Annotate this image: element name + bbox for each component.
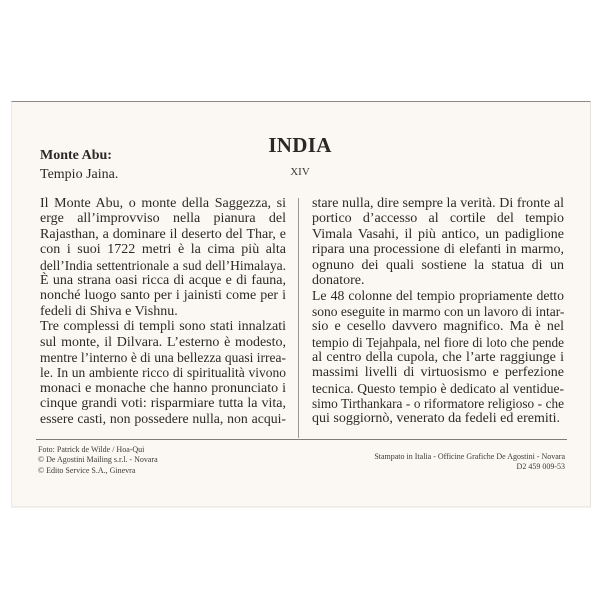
text-line: Il Monte Abu, o monte della Saggezza, si bbox=[40, 196, 286, 211]
photo-credits bbox=[38, 445, 158, 476]
footer-divider bbox=[36, 439, 567, 440]
printer-line: Stampato in Italia - Officine Grafiche De Agostini - Novara bbox=[374, 452, 565, 461]
text-line: sono eseguite in marmo con un lavoro di intar- bbox=[312, 303, 565, 319]
text-line: qui soggiornò, venerato da fedeli ed eremiti. bbox=[312, 411, 561, 427]
credit-line: Foto: Patrick de Wilde / Hoa-Qui bbox=[38, 445, 145, 454]
text-line: mentre l’interno è di una bellezza quasi irrea- bbox=[40, 349, 286, 365]
catalog-code: D2 459 009-53 bbox=[516, 462, 565, 472]
card-title: INDIA bbox=[268, 133, 332, 157]
text-line: con i suoi 1722 metri è la cima più alta bbox=[40, 242, 286, 258]
credit-line: © De Agostini Mailing s.r.l. - Novara bbox=[38, 455, 158, 465]
text-line: simo Tirthankara - o riformatore religioso - che bbox=[312, 396, 564, 412]
text-line: sul monte, il Dilvara. L’esterno è modesto, bbox=[40, 334, 286, 350]
text-line: nonché luogo santo per i jainisti come per i bbox=[40, 288, 286, 304]
text-line: al centro della cupola, che l’arte raggiunge i bbox=[312, 349, 564, 365]
text-line: ognuno dei quali sostiene la statua di un bbox=[312, 257, 564, 273]
text-column-right bbox=[312, 196, 564, 427]
text-column-left bbox=[40, 196, 286, 427]
card-subject: Monte Abu: bbox=[40, 148, 112, 163]
text-line: massimi livelli di virtuosismo e perfezione bbox=[312, 365, 564, 381]
text-line: sio e cesello davvero magnifico. Ma è nel bbox=[312, 319, 564, 335]
text-line: Vimala Vasahi, il più antico, un padiglione bbox=[312, 226, 564, 242]
text-line: tecnica. Questo tempio è dedicato al ventidue- bbox=[312, 380, 564, 396]
text-line: cinque grandi voti: risparmiare tutta la vita, bbox=[40, 396, 286, 412]
text-line: monaci e monache che hanno pronunciato i bbox=[40, 380, 286, 396]
text-line: tempio di Tejahpala, nel fiore di loto che pende bbox=[312, 334, 564, 350]
card-subtitle: Tempio Jaina. bbox=[40, 167, 119, 182]
text-line: stare nulla, dire sempre la verità. Di fronte al bbox=[312, 196, 564, 211]
text-line: Rajasthan, a dominare il deserto del Thar, e bbox=[40, 226, 286, 242]
text-line: erge all’improvviso nella pianura del bbox=[40, 211, 286, 227]
printer-info bbox=[374, 452, 565, 473]
text-line: dell’India settentrionale a sud dell’Himalaya. bbox=[40, 257, 286, 273]
text-line: portico d’accesso al cortile del tempio bbox=[312, 211, 564, 227]
text-line: Le 48 colonne del tempio propriamente detto bbox=[312, 288, 564, 304]
text-line: È una strana oasi ricca di acque e di fauna, bbox=[40, 272, 286, 288]
credit-line: © Edito Service S.A., Ginevra bbox=[38, 465, 136, 475]
card-number: XIV bbox=[290, 166, 310, 178]
text-line: ripara una processione di elefanti in marmo, bbox=[312, 242, 564, 258]
text-line: Tre complessi di templi sono stati innalzati bbox=[40, 319, 286, 335]
text-line: essere casti, non possedere nulla, non acqui- bbox=[40, 411, 286, 427]
text-line: fedeli di Shiva e Vishnu. bbox=[40, 303, 178, 319]
text-line: le. In un ambiente ricco di spiritualità vivono bbox=[40, 365, 286, 381]
text-line: donatore. bbox=[312, 272, 365, 288]
column-divider bbox=[298, 198, 299, 438]
